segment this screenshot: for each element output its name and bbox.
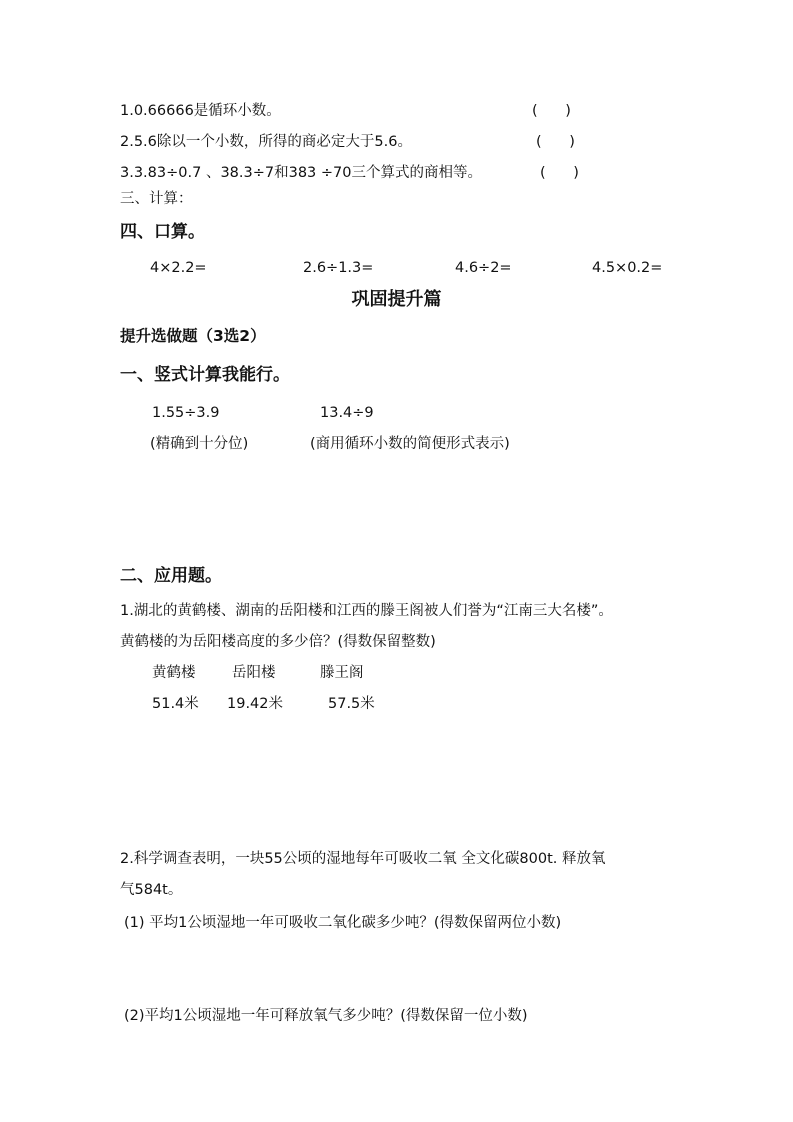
vertical-problem-1: 1.55÷3.9 <box>152 405 220 421</box>
advanced-title: 巩固提升篇 <box>351 289 442 310</box>
section-3-heading: 三、计算： <box>120 191 193 207</box>
vertical-problem-2: 13.4÷9 <box>320 405 374 421</box>
oral-calc-item-4: 4.5×0.2= <box>592 260 663 276</box>
judge-item-1: 1.0.66666是循环小数。 <box>120 103 281 119</box>
q1-text-line-1: 1.湖北的黄鹤楼、湖南的岳阳楼和江西的滕王阁被人们誉为“江南三大名楼”。 <box>120 603 613 619</box>
vertical-note-2: (商用循环小数的简便形式表示) <box>310 436 510 452</box>
table-header-tengwangge: 滕王阁 <box>320 665 364 681</box>
judge-answer-paren-3: ( ) <box>540 165 579 181</box>
q1-text-line-2: 黄鹤楼的为岳阳楼高度的多少倍？(得数保留整数) <box>120 634 436 650</box>
oral-calc-item-3: 4.6÷2= <box>455 260 512 276</box>
q2-text-line-2: 气584t。 <box>120 882 183 898</box>
judge-item-3: 3.3.83÷0.7 、38.3÷7和383 ÷70三个算式的商相等。 <box>120 165 482 181</box>
application-heading: 二、应用题。 <box>120 566 222 586</box>
vertical-note-1: (精确到十分位) <box>150 436 249 452</box>
section-4-heading: 四、口算。 <box>120 222 205 242</box>
table-header-yueyanglou: 岳阳楼 <box>232 665 276 681</box>
q2-sub-question-1: (1) 平均1公顷湿地一年可吸收二氧化碳多少吨？(得数保留两位小数) <box>124 915 562 931</box>
table-value-yueyanglou: 19.42米 <box>227 696 284 712</box>
table-value-tengwangge: 57.5米 <box>328 696 375 712</box>
oral-calc-item-2: 2.6÷1.3= <box>303 260 374 276</box>
judge-item-2: 2.5.6除以一个小数，所得的商必定大于5.6。 <box>120 134 412 150</box>
q2-text-line-1: 2.科学调查表明，一块55公顷的湿地每年可吸收二氧 全文化碳800t. 释放氧 <box>120 851 606 867</box>
oral-calc-item-1: 4×2.2= <box>150 260 207 276</box>
q2-sub-question-2: (2)平均1公顷湿地一年可释放氧气多少吨？(得数保留一位小数) <box>124 1008 528 1024</box>
table-header-huanghelou: 黄鹤楼 <box>152 665 196 681</box>
judge-answer-paren-1: ( ) <box>532 103 571 119</box>
vertical-calc-heading: 一、竖式计算我能行。 <box>120 365 290 385</box>
table-value-huanghelou: 51.4米 <box>152 696 199 712</box>
judge-answer-paren-2: ( ) <box>536 134 575 150</box>
advanced-subtitle: 提升选做题（3选2） <box>120 327 266 345</box>
